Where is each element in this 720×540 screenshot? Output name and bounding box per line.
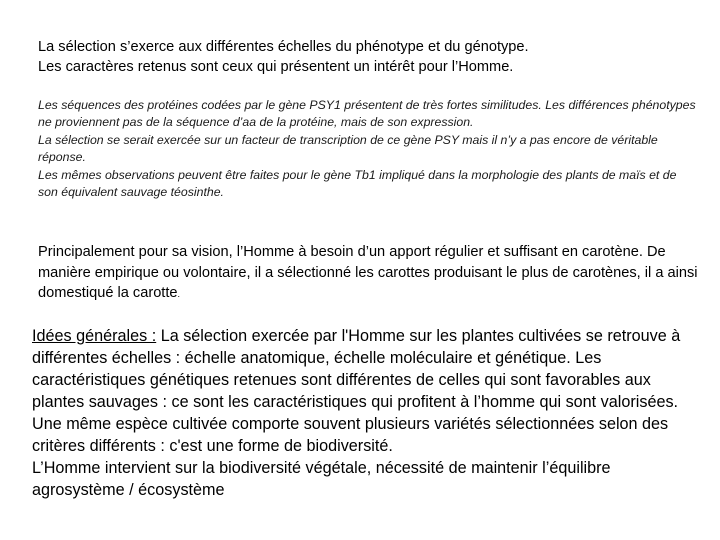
intro-block [38,37,698,77]
general-ideas-text: La sélection exercée par l'Homme sur les plantes cultivées se retrouve à différentes échelles : échelle anatomique, échelle moléculaire et génétique. Les caractéristiques génétiques retenues sont différentes de celles qui sont favorables aux plantes sauvages : ce sont les caractéristiques qui profitent à l’homme qui sont valorisées. Une même espèce cultivée comporte souvent plusieurs variétés sélectionnées selon des critères différents : c'est une forme de biodiversité. [32,327,681,455]
carrot-text: Principalement pour sa vision, l’Homme à besoin d’un apport régulier et suffisant en carotène. De manière empirique ou volontaire, il a sélectionné les carottes produisant le plus de carotènes, il a ainsi domestiqué la carotte [38,244,698,301]
intro-line-1: La sélection s’exerce aux différentes échelles du phénotype et du génotype. [38,39,529,55]
gene-observations-block [38,97,698,201]
observation-tb1: Les mêmes observations peuvent être faites pour le gène Tb1 impliqué dans la morphologie des plants de maïs et de son équivalent sauvage téosinthe. [38,167,677,200]
carrot-end: . [177,289,181,299]
general-ideas-paragraph [32,325,702,457]
observation-psy1: Les séquences des protéines codées par le gène PSY1 présentent de très fortes similitudes. Les différences phénotypes ne proviennent pas de la séquence d’aa de la protéine, mais de son expression. [38,98,696,130]
intro-line-2: Les caractères retenus sont ceux qui présentent un intérêt pour l’Homme. [38,59,514,75]
carrot-block [38,242,698,305]
carrot-paragraph [38,242,698,305]
general-ideas-conclusion: L’Homme intervient sur la biodiversité végétale, nécessité de maintenir l’équilibre agrosystème / écosystème [32,459,611,499]
general-ideas-block [32,325,702,501]
general-ideas-label: Idées générales : [32,327,157,345]
observation-transcription-factor: La sélection se serait exercée sur un facteur de transcription de ce gène PSY mais il n’y a pas encore de véritable réponse. [38,132,658,165]
